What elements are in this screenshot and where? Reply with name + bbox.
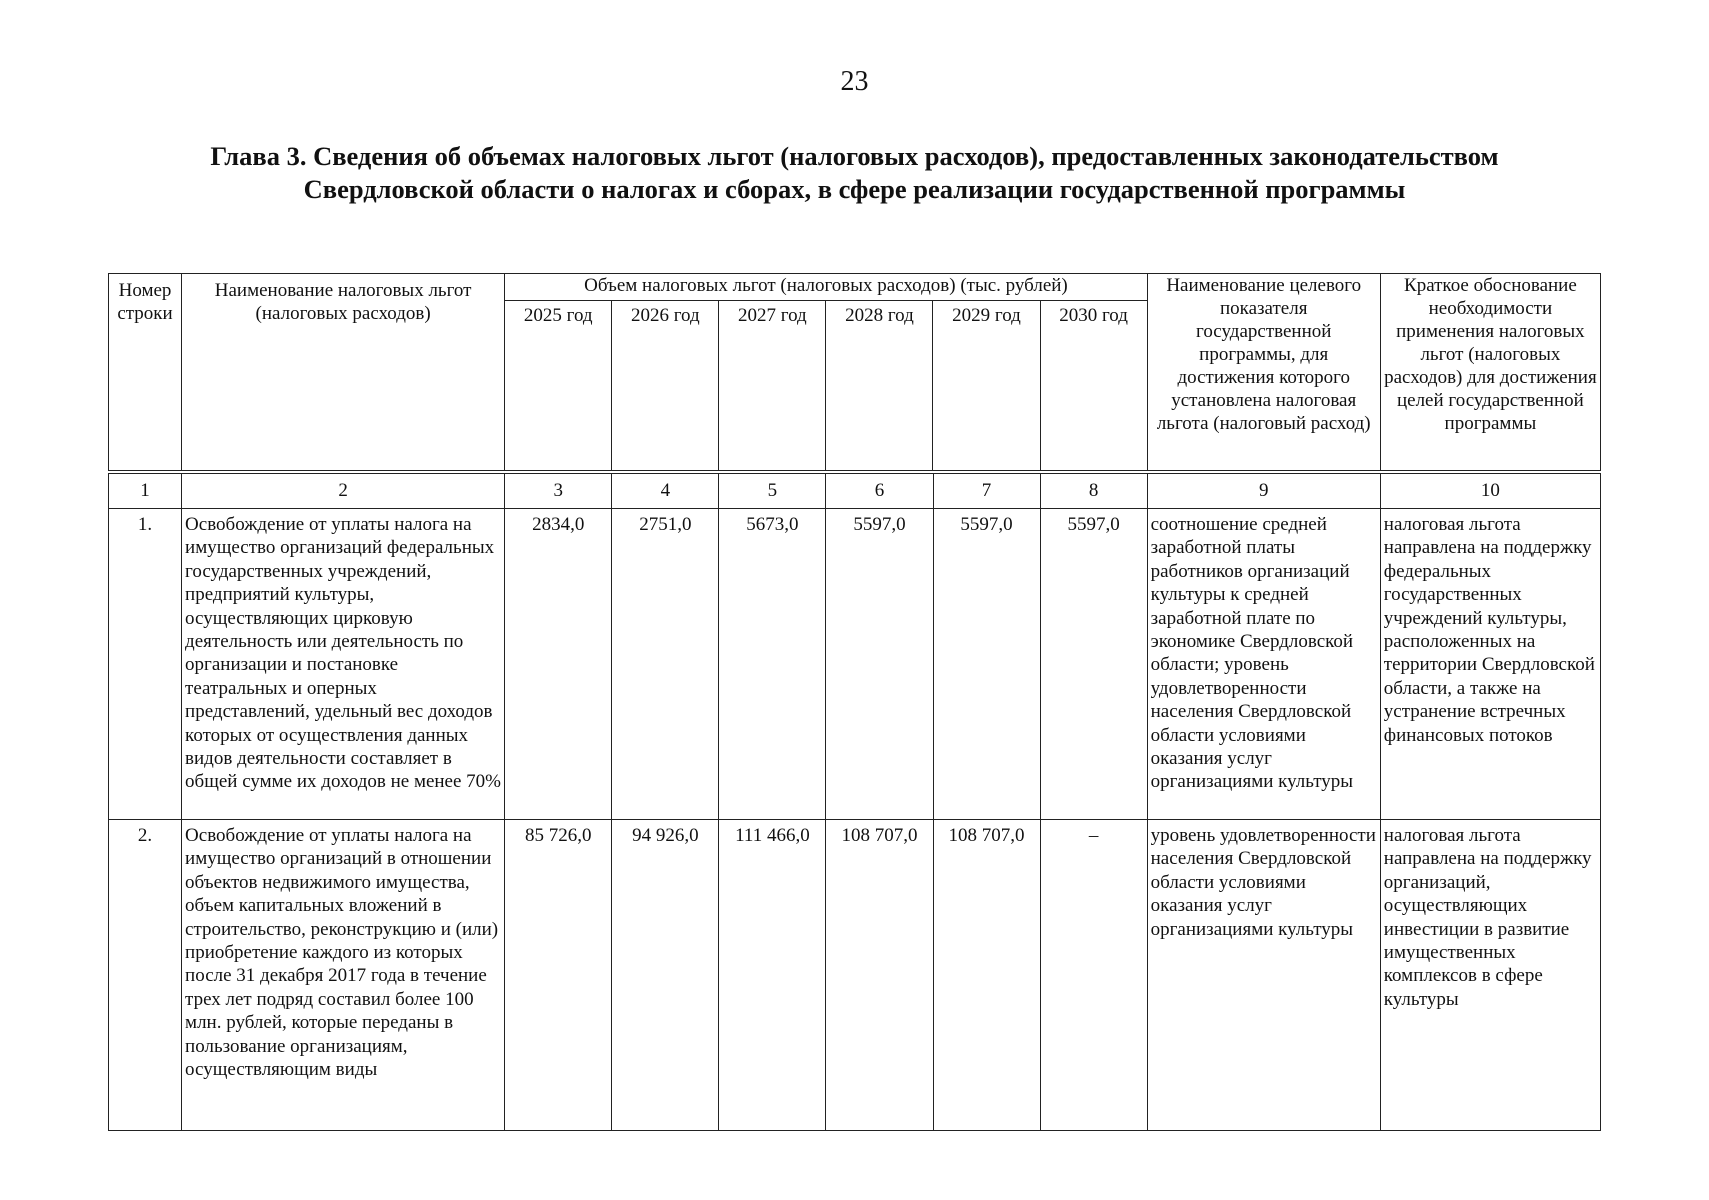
row-number: 1.: [109, 509, 182, 820]
table-body: [108, 473, 1601, 1131]
column-number: 2: [182, 474, 505, 509]
row-number: 2.: [109, 820, 182, 1131]
page-number: 23: [840, 66, 869, 97]
header-year: 2026 год: [612, 301, 719, 471]
benefit-name: Освобождение от уплаты налога на имущество организаций в отношении объектов недвижимого имущества, объем капитальных вложений в строительство, реконструкцию и (или) приобретение каждого из которых после 31 декабря 2017 года в течение трех лет подряд составил более 100 млн. рублей, которые переданы в пользование организациям, осуществляющим виды: [182, 820, 505, 1131]
justification: налоговая льгота направлена на поддержку организаций, осуществляющих инвестиции в развитие имущественных комплексов в сфере культуры: [1380, 820, 1600, 1131]
header-year: 2030 год: [1040, 301, 1147, 471]
header-year: 2025 год: [505, 301, 612, 471]
value-2030: 5597,0: [1040, 509, 1147, 820]
header-benefit-name: Наименование налоговых льгот (налоговых расходов): [182, 274, 505, 471]
column-number: 4: [612, 474, 719, 509]
value-2027: 111 466,0: [719, 820, 826, 1131]
header-indicator: Наименование целевого показателя государственной программы, для достижения которого установлена налоговая льгота (налоговый расход): [1147, 274, 1380, 471]
value-2028: 108 707,0: [826, 820, 933, 1131]
chapter-title: [100, 140, 1609, 206]
table-row: [109, 820, 1601, 1131]
column-number: 10: [1380, 474, 1600, 509]
value-2028: 5597,0: [826, 509, 933, 820]
header-year: 2029 год: [933, 301, 1040, 471]
header-justification: Краткое обоснование необходимости применения налоговых льгот (налоговых расходов) для достижения целей государственной программы: [1380, 274, 1600, 471]
value-2027: 5673,0: [719, 509, 826, 820]
column-number: 8: [1040, 474, 1147, 509]
column-number: 7: [933, 474, 1040, 509]
value-2029: 108 707,0: [933, 820, 1040, 1131]
value-2026: 2751,0: [612, 509, 719, 820]
column-number: 6: [826, 474, 933, 509]
column-number: 5: [719, 474, 826, 509]
header-row-number: Номер строки: [109, 274, 182, 471]
header-year: 2028 год: [826, 301, 933, 471]
target-indicator: уровень удовлетворенности населения Свердловской области условиями оказания услуг организациями культуры: [1147, 820, 1380, 1131]
value-2026: 94 926,0: [612, 820, 719, 1131]
chapter-title-line-1: Глава 3. Сведения об объемах налоговых льгот (налоговых расходов), предоставленных законодательством: [210, 141, 1499, 171]
column-number: 1: [109, 474, 182, 509]
value-2025: 2834,0: [505, 509, 612, 820]
chapter-title-line-2: Свердловской области о налогах и сборах, в сфере реализации государственной программы: [303, 174, 1406, 204]
justification: налоговая льгота направлена на поддержку федеральных государственных учреждений культуры, расположенных на территории Свердловской области, а также на устранение встречных финансовых потоков: [1380, 509, 1600, 820]
column-number: 3: [505, 474, 612, 509]
header-year: 2027 год: [719, 301, 826, 471]
column-number-row: [109, 474, 1601, 509]
table-row: [109, 509, 1601, 820]
value-2025: 85 726,0: [505, 820, 612, 1131]
column-number: 9: [1147, 474, 1380, 509]
target-indicator: соотношение средней заработной платы работников организаций культуры к средней заработной плате по экономике Свердловской области; уровень удовлетворенности населения Свердловской области условиями оказания услуг организациями культуры: [1147, 509, 1380, 820]
value-2029: 5597,0: [933, 509, 1040, 820]
header-volume: Объем налоговых льгот (налоговых расходов) (тыс. рублей): [505, 274, 1147, 301]
benefit-name: Освобождение от уплаты налога на имущество организаций федеральных государственных учреждений, предприятий культуры, осуществляющих цирковую деятельность или деятельность по организации и постановке театральных и оперных представлений, удельный вес доходов которых от осуществления данных видов деятельности составляет в общей сумме их доходов не менее 70%: [182, 509, 505, 820]
value-2030: –: [1040, 820, 1147, 1131]
table-header: [108, 273, 1601, 471]
